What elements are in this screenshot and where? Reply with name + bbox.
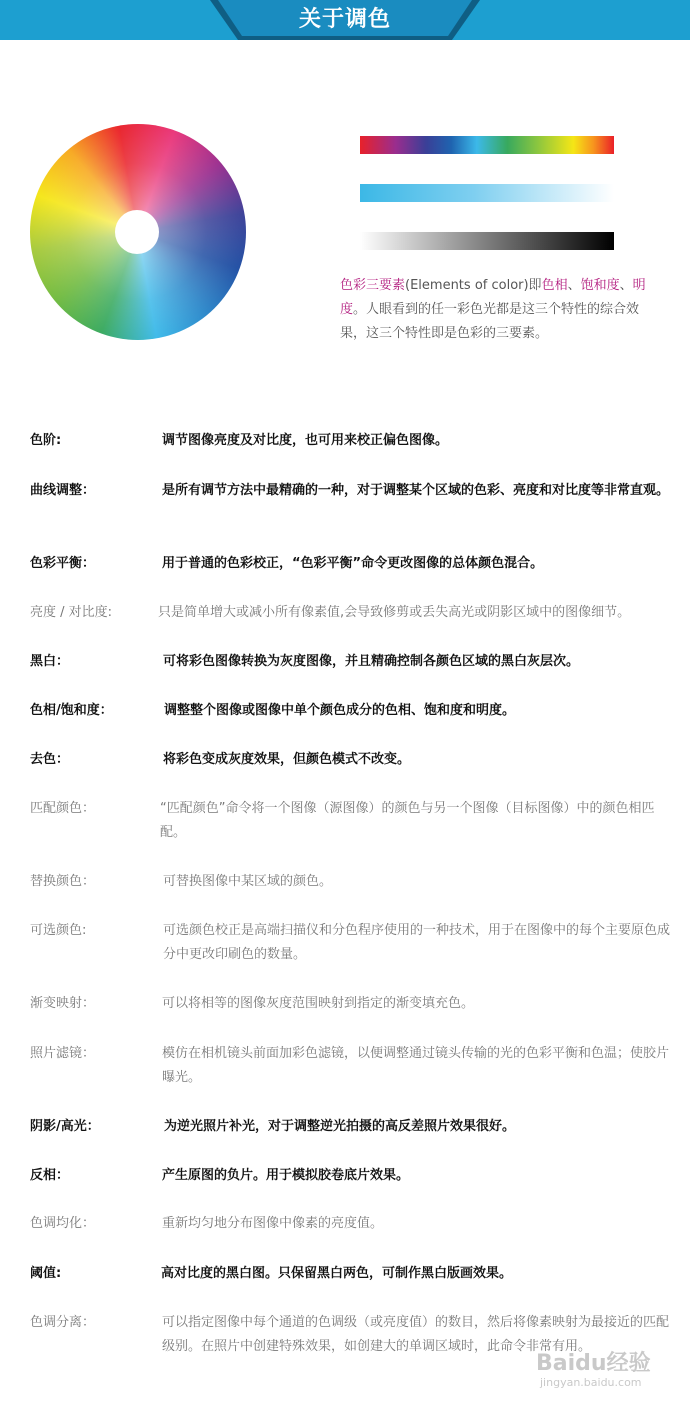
- term-description: 用于普通的色彩校正，“色彩平衡”命令更改图像的总体颜色混合。: [162, 556, 544, 571]
- term-description: 将彩色变成灰度效果，但颜色模式不改变。: [163, 752, 411, 767]
- intro-paragraph: [340, 274, 660, 346]
- term-description: 可以将相等的图像灰度范围映射到指定的渐变填充色。: [162, 996, 475, 1011]
- term-label: 亮度 / 对比度:: [30, 605, 113, 620]
- term-label: 反相：: [30, 1168, 70, 1183]
- watermark-sub: jingyan.baidu.com: [540, 1376, 642, 1389]
- term-label: 色调分离：: [30, 1315, 96, 1330]
- term-description: 调节图像亮度及对比度，也可用来校正偏色图像。: [162, 433, 449, 448]
- term-label: 阴影/高光：: [30, 1119, 100, 1134]
- term-label: 替换颜色：: [30, 874, 96, 889]
- term-description: 为逆光照片补光，对于调整逆光拍摄的高反差照片效果很好。: [164, 1119, 516, 1134]
- page-title: 关于调色: [298, 7, 391, 32]
- term-label: 照片滤镜：: [30, 1046, 96, 1061]
- term-label: 匹配颜色：: [30, 801, 96, 816]
- intro-saturation: 饱和度: [580, 278, 620, 293]
- intro-hue: 色相: [541, 278, 568, 293]
- term-label: 可选颜色:: [30, 923, 87, 938]
- term-description: 可将彩色图像转换为灰度图像，并且精确控制各颜色区域的黑白灰层次。: [163, 654, 580, 669]
- intro-sep-1: 、: [567, 278, 581, 293]
- intro-brightness: 明度: [340, 278, 646, 317]
- term-description: “匹配颜色”命令将一个图像（源图像）的颜色与另一个图像（目标图像）中的颜色相匹配。: [160, 801, 655, 840]
- intro-sep-2: 、: [619, 278, 633, 293]
- term-label: 渐变映射：: [30, 996, 96, 1011]
- term-description: 只是简单增大或减小所有像素值,会导致修剪或丢失高光或阴影区域中的图像细节。: [158, 605, 631, 620]
- term-label: 色彩平衡：: [30, 556, 96, 571]
- spectrum-gradient-bar: [360, 136, 614, 154]
- intro-text-1: (Elements of color)即: [405, 278, 542, 293]
- term-description: 可以指定图像中每个通道的色调级（或亮度值）的数目，然后将像素映射为最接近的匹配级别。在照片中创建特殊效果，如创建大的单调区域时，此命令非常有用。: [162, 1315, 670, 1354]
- term-label: 色调均化：: [30, 1216, 96, 1231]
- term-description: 产生原图的负片。用于模拟胶卷底片效果。: [162, 1168, 410, 1183]
- watermark-main: Baidu经验: [536, 1351, 651, 1376]
- color-wheel-center: [115, 210, 159, 254]
- term-label: 曲线调整：: [30, 483, 96, 498]
- term-label: 色阶:: [30, 433, 62, 448]
- term-description: 高对比度的黑白图。只保留黑白两色，可制作黑白版画效果。: [161, 1266, 513, 1281]
- term-description: 重新均匀地分布图像中像素的亮度值。: [162, 1216, 384, 1231]
- term-description: 模仿在相机镜头前面加彩色滤镜，以便调整通过镜头传输的光的色彩平衡和色温；使胶片曝光。: [162, 1046, 670, 1085]
- term-description: 可选颜色校正是高端扫描仪和分色程序使用的一种技术，用于在图像中的每个主要原色成分中更改印刷色的数量。: [163, 923, 671, 962]
- term-description: 是所有调节方法中最精确的一种，对于调整某个区域的色彩、亮度和对比度等非常直观。: [162, 483, 670, 498]
- saturation-gradient-bar: [360, 184, 614, 202]
- term-label: 色相/饱和度：: [30, 703, 113, 718]
- term-label: 去色：: [30, 752, 70, 767]
- term-label: 阈值:: [30, 1266, 62, 1281]
- intro-text-2: 。人眼看到的任一彩色光都是这三个特性的综合效果，这三个特性即是色彩的三要素。: [340, 302, 640, 341]
- term-description: 调整整个图像或图像中单个颜色成分的色相、饱和度和明度。: [164, 703, 516, 718]
- intro-term: 色彩三要素: [340, 278, 406, 293]
- term-description: 可替换图像中某区域的颜色。: [163, 874, 333, 889]
- header-tab: [210, 0, 480, 40]
- term-label: 黑白：: [30, 654, 70, 669]
- brightness-gradient-bar: [360, 232, 614, 250]
